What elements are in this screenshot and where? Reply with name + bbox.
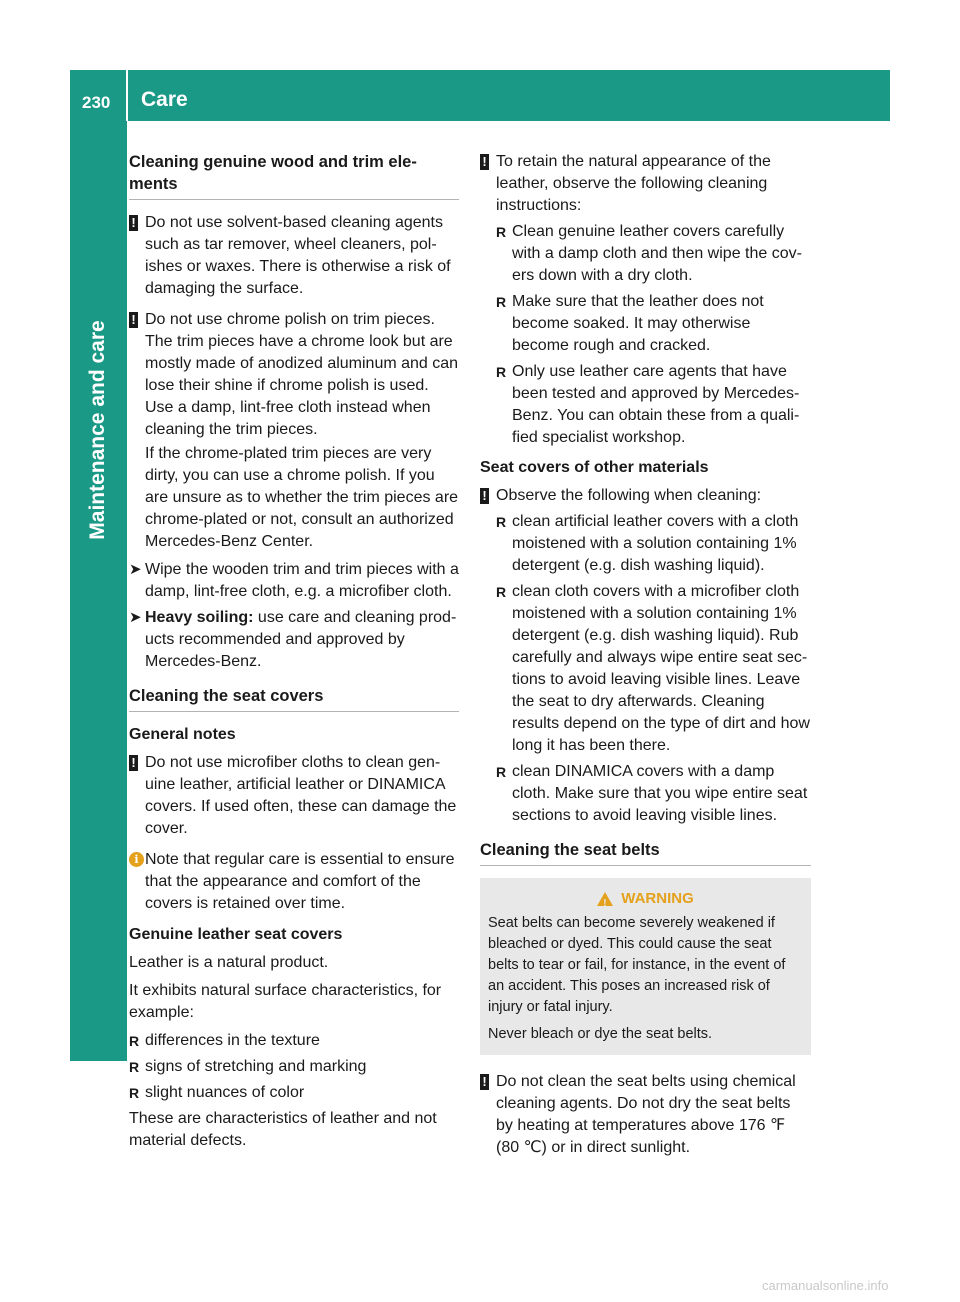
bullet-item: R differences in the texture — [129, 1030, 459, 1052]
right-column — [480, 151, 811, 1168]
note-text: Do not use microfiber cloths to clean gen-uine leather, artificial leather or DINAMICA covers. If used often, these can damage the cover. — [145, 754, 457, 837]
bullet-icon: R — [129, 1059, 140, 1075]
bullet-icon: R — [496, 294, 507, 310]
bullet-icon: R — [129, 1085, 140, 1101]
warning-text: Never bleach or dye the seat belts. — [488, 1026, 713, 1042]
note-text: Do not clean the seat belts using chemical cleaning agents. Do not dry the seat belts by heating at temperatures above 176 ℉ (80 ℃) or in direct sunlight. — [496, 1073, 796, 1156]
bullet-icon: R — [129, 1033, 140, 1049]
note-text: Observe the following when cleaning: — [496, 487, 762, 504]
heading-cleaning-seat-belts: Cleaning the seat belts — [480, 839, 811, 866]
caution-note — [480, 151, 811, 217]
warning-triangle-icon — [597, 892, 613, 906]
heading-cleaning-seat-covers: Cleaning the seat covers — [129, 685, 459, 712]
warning-box — [480, 878, 811, 1055]
warning-text: Seat belts can become severely weakened if bleached or dyed. This could cause the seat belts to tear or fail, for instance, in the event of an accident. This poses an increased risk of injury or fatal injury. — [488, 915, 786, 1015]
info-note — [129, 849, 459, 915]
bullet-item: R signs of stretching and marking — [129, 1056, 459, 1078]
side-tab-label: Maintenance and care — [86, 320, 109, 540]
caution-note — [480, 485, 811, 507]
bullet-item: R clean artificial leather covers with a cloth moistened with a solution containing 1% detergent (e.g. dish washing liquid). — [496, 513, 799, 574]
caution-icon: ! — [129, 312, 138, 328]
caution-note — [129, 752, 459, 840]
paragraph: Leather is a natural product. — [129, 954, 329, 971]
note-text: Do not use solvent-based cleaning agents such as tar remover, wheel cleaners, pol-ishes or waxes. There is otherwise a risk of damaging the surface. — [145, 214, 451, 297]
subheading-general-notes: General notes — [129, 726, 236, 743]
caution-note — [129, 309, 459, 441]
bullet-icon: R — [496, 364, 507, 380]
bullet-item: R clean DINAMICA covers with a damp cloth. Make sure that you wipe entire seat sections to avoid leaving visible lines. — [496, 763, 808, 824]
caution-icon: ! — [480, 154, 489, 170]
caution-note — [129, 212, 459, 300]
heading-cleaning-wood: Cleaning genuine wood and trim ele-ments — [129, 151, 459, 200]
note-text: Do not use chrome polish on trim pieces. The trim pieces have a chrome look but are mostly made of anodized aluminum and can lose their shine if chrome polish is used. Use a damp, lint-free cloth instead when cleaning the trim pieces. — [145, 311, 459, 438]
note-text: Note that regular care is essential to ensure that the appearance and comfort of the covers is retained over time. — [145, 851, 455, 912]
bullet-item: R Clean genuine leather covers carefully with a damp cloth and then wipe the cov-ers down with a dry cloth. — [496, 223, 802, 284]
caution-icon: ! — [129, 215, 138, 231]
subheading-other-materials: Seat covers of other materials — [480, 459, 709, 476]
bullet-icon: R — [496, 764, 507, 780]
action-item: ➤ Wipe the wooden trim and trim pieces with a damp, lint-free cloth, e.g. a microfiber cloth. — [129, 561, 459, 600]
note-continuation: If the chrome-plated trim pieces are very dirty, you can use a chrome polish. If you are unsure as to whether the trim pieces are chrome-plated or not, consult an authorized Mercedes-Benz Center. — [145, 445, 459, 550]
header-bar — [70, 70, 890, 121]
action-item: ➤ Heavy soiling: use care and cleaning prod-ucts recommended and approved by Mercedes-Benz. — [129, 609, 457, 670]
bullet-item: R Only use leather care agents that have been tested and approved by Mercedes-Benz. You can obtain these from a quali-fied specialist workshop. — [496, 363, 800, 446]
caution-note — [480, 1071, 811, 1159]
caution-icon: ! — [129, 755, 138, 771]
watermark: carmanualsonline.info — [762, 1278, 889, 1293]
section-title: Care — [141, 88, 188, 111]
paragraph: It exhibits natural surface characteristics, for example: — [129, 982, 442, 1021]
warning-header — [488, 888, 803, 909]
caution-icon: ! — [480, 488, 489, 504]
subheading-genuine-leather: Genuine leather seat covers — [129, 926, 343, 943]
page-number: 230 — [82, 93, 111, 112]
bullet-item: R slight nuances of color — [129, 1082, 459, 1104]
bullet-icon: R — [496, 514, 507, 530]
caution-icon: ! — [480, 1074, 489, 1090]
warning-title: WARNING — [621, 890, 694, 907]
left-column — [129, 151, 459, 1152]
note-text: To retain the natural appearance of the leather, observe the following cleaning instructions: — [496, 153, 771, 214]
bullet-item: R clean cloth covers with a microfiber cloth moistened with a solution containing 1% detergent (e.g. dish washing liquid). Rub carefully and always wipe entire seat sec-tions to avoid leaving visible lines. Leave the seat to dry afterwards. Cleaning results depend on the type of dirt and how long it has been there. — [496, 583, 810, 754]
arrow-icon: ➤ — [129, 609, 142, 626]
arrow-icon: ➤ — [129, 561, 142, 578]
paragraph: These are characteristics of leather and not material defects. — [129, 1110, 437, 1149]
info-icon: i — [129, 852, 144, 867]
bullet-icon: R — [496, 584, 507, 600]
side-tab — [70, 121, 127, 1061]
header-divider — [126, 70, 128, 121]
bullet-item: R Make sure that the leather does not become soaked. It may otherwise become rough and cracked. — [496, 293, 764, 354]
bullet-icon: R — [496, 224, 507, 240]
